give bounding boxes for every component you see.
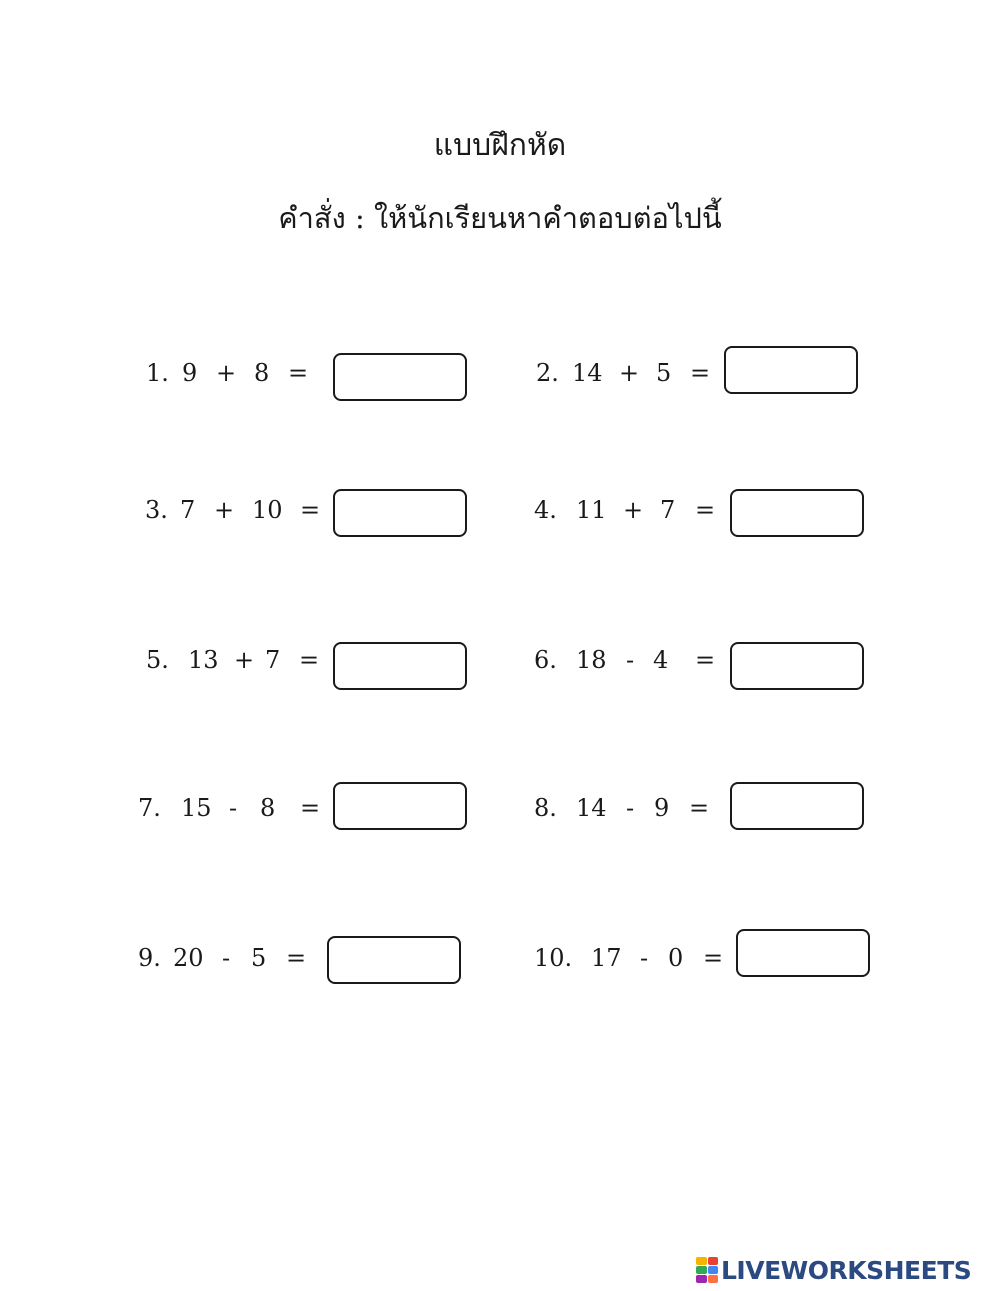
operand-a: 14 [572, 359, 603, 387]
equals-sign: = [690, 359, 711, 387]
answer-box-1[interactable] [333, 353, 467, 401]
operand-a: 20 [173, 944, 204, 972]
equals-sign: = [695, 496, 716, 524]
operator: - [626, 794, 635, 822]
problem-number: 3. [145, 496, 168, 524]
operator: - [626, 646, 635, 674]
operand-a: 15 [181, 794, 212, 822]
liveworksheets-logo-icon [696, 1257, 718, 1283]
equals-sign: = [288, 359, 309, 387]
operand-b: 5 [656, 359, 672, 387]
brand-name: LIVEWORKSHEETS [721, 1255, 972, 1285]
operand-a: 13 [188, 646, 219, 674]
worksheet-title: แบบฝึกหัด [433, 128, 567, 163]
operator: + [623, 496, 644, 524]
operand-b: 10 [252, 496, 283, 524]
operand-a: 17 [591, 944, 622, 972]
operand-a: 14 [576, 794, 607, 822]
liveworksheets-brand[interactable] [696, 1255, 971, 1285]
problem-number: 7. [138, 794, 161, 822]
equals-sign: = [300, 794, 321, 822]
problem-number: 5. [146, 646, 169, 674]
answer-box-3[interactable] [333, 489, 467, 537]
answer-box-9[interactable] [327, 936, 461, 984]
operand-a: 11 [576, 496, 607, 524]
problem-number: 8. [534, 794, 557, 822]
equals-sign: = [299, 646, 320, 674]
equals-sign: = [703, 944, 724, 972]
equals-sign: = [689, 794, 710, 822]
operand-b: 4 [653, 646, 669, 674]
problem-number: 2. [536, 359, 559, 387]
operator: - [229, 794, 238, 822]
operand-b: 8 [260, 794, 276, 822]
operand-a: 18 [576, 646, 607, 674]
problem-number: 4. [534, 496, 557, 524]
operand-a: 9 [182, 359, 198, 387]
operand-b: 9 [654, 794, 670, 822]
operator: - [222, 944, 231, 972]
equals-sign: = [695, 646, 716, 674]
problem-number: 6. [534, 646, 557, 674]
equals-sign: = [300, 496, 321, 524]
answer-box-5[interactable] [333, 642, 467, 690]
worksheet-instruction: คำสั่ง : ให้นักเรียนหาคำตอบต่อไปนี้ [278, 201, 722, 235]
answer-box-10[interactable] [736, 929, 870, 977]
answer-box-2[interactable] [724, 346, 858, 394]
operator: + [214, 496, 235, 524]
problem-number: 1. [146, 359, 169, 387]
operand-b: 7 [265, 646, 281, 674]
operand-b: 5 [251, 944, 267, 972]
answer-box-8[interactable] [730, 782, 864, 830]
operand-b: 8 [254, 359, 270, 387]
operator: + [216, 359, 237, 387]
answer-box-6[interactable] [730, 642, 864, 690]
operand-b: 7 [660, 496, 676, 524]
equals-sign: = [286, 944, 307, 972]
operand-b: 0 [668, 944, 684, 972]
operand-a: 7 [180, 496, 196, 524]
problem-number: 10. [534, 944, 573, 972]
answer-box-4[interactable] [730, 489, 864, 537]
problem-number: 9. [138, 944, 161, 972]
operator: + [619, 359, 640, 387]
operator: - [640, 944, 649, 972]
operator: + [234, 646, 255, 674]
answer-box-7[interactable] [333, 782, 467, 830]
